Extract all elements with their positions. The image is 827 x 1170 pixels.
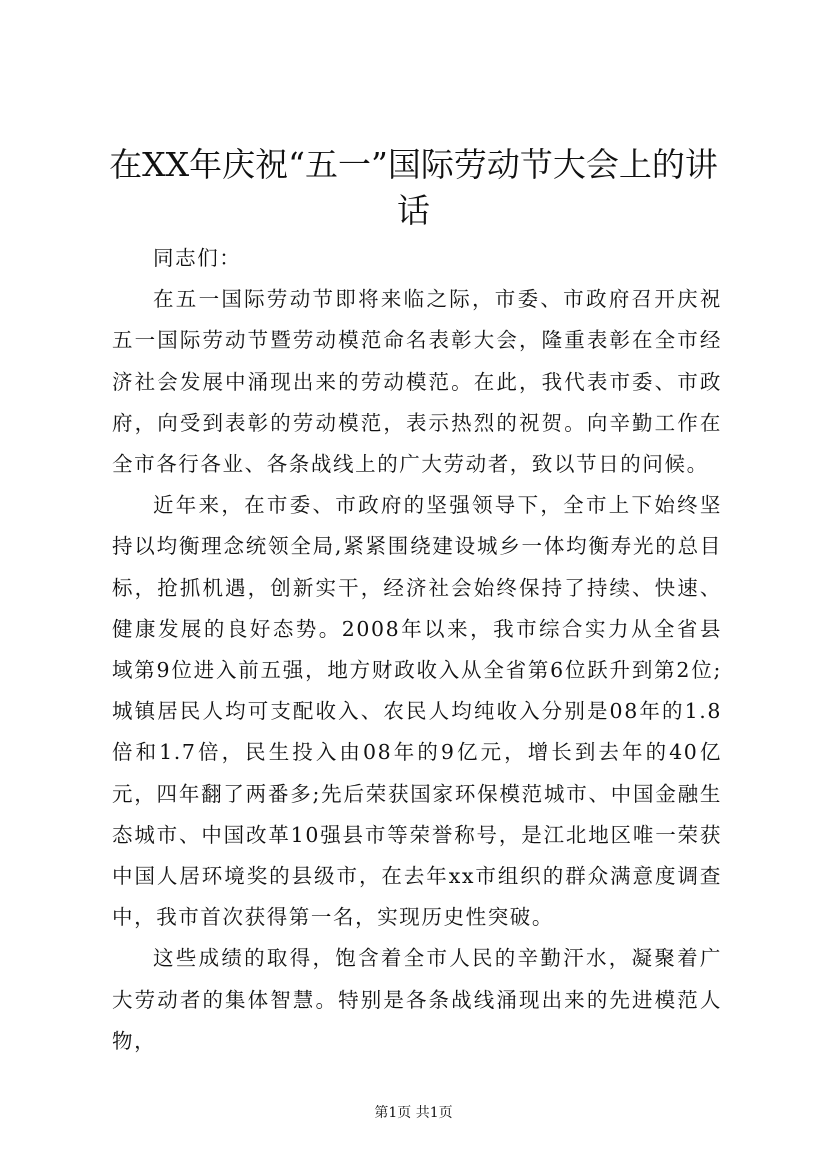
paragraph-3: 这些成绩的取得，饱含着全市人民的辛勤汗水，凝聚着广大劳动者的集体智慧。特别是各条战线涌现出来的先进模范人物， — [112, 946, 722, 1053]
document-title: 在XX年庆祝“五一”国际劳动节大会上的讲话 — [109, 145, 718, 230]
paragraph-2: 近年来，在市委、市政府的坚强领导下，全市上下始终坚持以均衡理念统领全局,紧紧围绕建设城乡一体均衡寿光的总目标，抢抓机遇，创新实干，经济社会始终保持了持续、快速、健康发展的良好态势。2008年以来，我市综合实力从全省县域第9位进入前五强，地方财政收入从全省第6位跃升到第2位;城镇居民人均可支配收入、农民人均纯收入分别是08年的1.8倍和1.7倍，民生投入由08年的9亿元，增长到去年的40亿元，四年翻了两番多;先后荣获国家环保模范城市、中国金融生态城市、中国改革10强县市等荣誉称号，是江北地区唯一荣获中国人居环境奖的县级市，在去年xx市组织的群众满意度调查中，我市首次获得第一名，实现历史性突破。 — [112, 493, 722, 930]
page-footer: 第1页 共1页 — [374, 1105, 453, 1121]
document-body — [112, 238, 722, 1062]
paragraph-1: 在五一国际劳动节即将来临之际，市委、市政府召开庆祝五一国际劳动节暨劳动模范命名表彰大会，隆重表彰在全市经济社会发展中涌现出来的劳动模范。在此，我代表市委、市政府，向受到表彰的劳动模范，表示热烈的祝贺。向辛勤工作在全市各行各业、各条战线上的广大劳动者，致以节日的问候。 — [112, 287, 722, 477]
salutation: 同志们： — [153, 246, 242, 270]
